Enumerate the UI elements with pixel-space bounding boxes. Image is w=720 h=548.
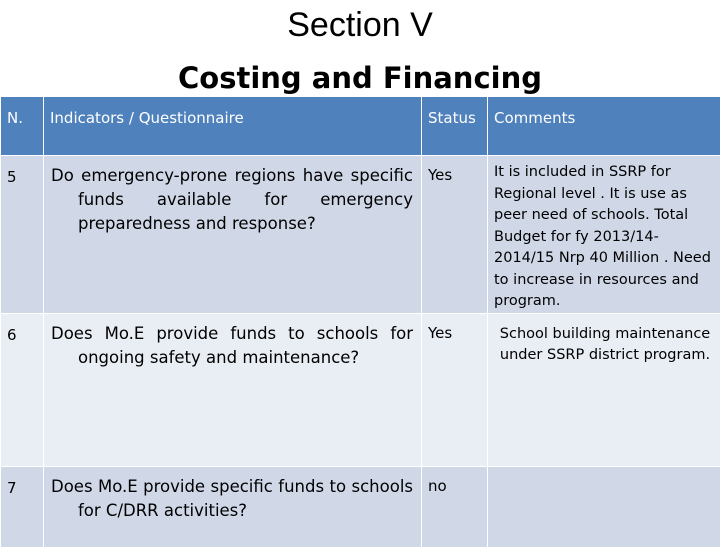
slide-subtitle: Costing and Financing [0, 58, 720, 98]
header-number: N. [1, 97, 44, 156]
table-row [1, 313, 720, 466]
costing-financing-table [0, 96, 720, 548]
header-status: Status [422, 97, 488, 156]
header-questionnaire: Indicators / Questionnaire [44, 97, 422, 156]
row-question: Do emergency-prone regions have specific funds available for emergency preparedness and response? [44, 156, 422, 314]
row-question: Does Mo.E provide specific funds to schools for C/DRR activities? [44, 466, 422, 547]
table-header-row [1, 97, 720, 156]
table-row [1, 466, 720, 547]
row-number: 5 [1, 156, 44, 314]
header-comments: Comments [488, 97, 720, 156]
row-comments: It is included in SSRP for Regional level . It is use as peer need of schools. Total Budget for fy 2013/14-2014/15 Nrp 40 Million . Need to increase in resources and program. [488, 156, 720, 314]
row-comments [488, 466, 720, 547]
row-comments: School building maintenance under SSRP district program. [488, 313, 720, 466]
table-row [1, 156, 720, 314]
row-status: Yes [422, 313, 488, 466]
row-question: Does Mo.E provide funds to schools for ongoing safety and maintenance? [44, 313, 422, 466]
row-status: no [422, 466, 488, 547]
row-number: 7 [1, 466, 44, 547]
row-number: 6 [1, 313, 44, 466]
row-status: Yes [422, 156, 488, 314]
slide-title: Section V [0, 4, 720, 46]
